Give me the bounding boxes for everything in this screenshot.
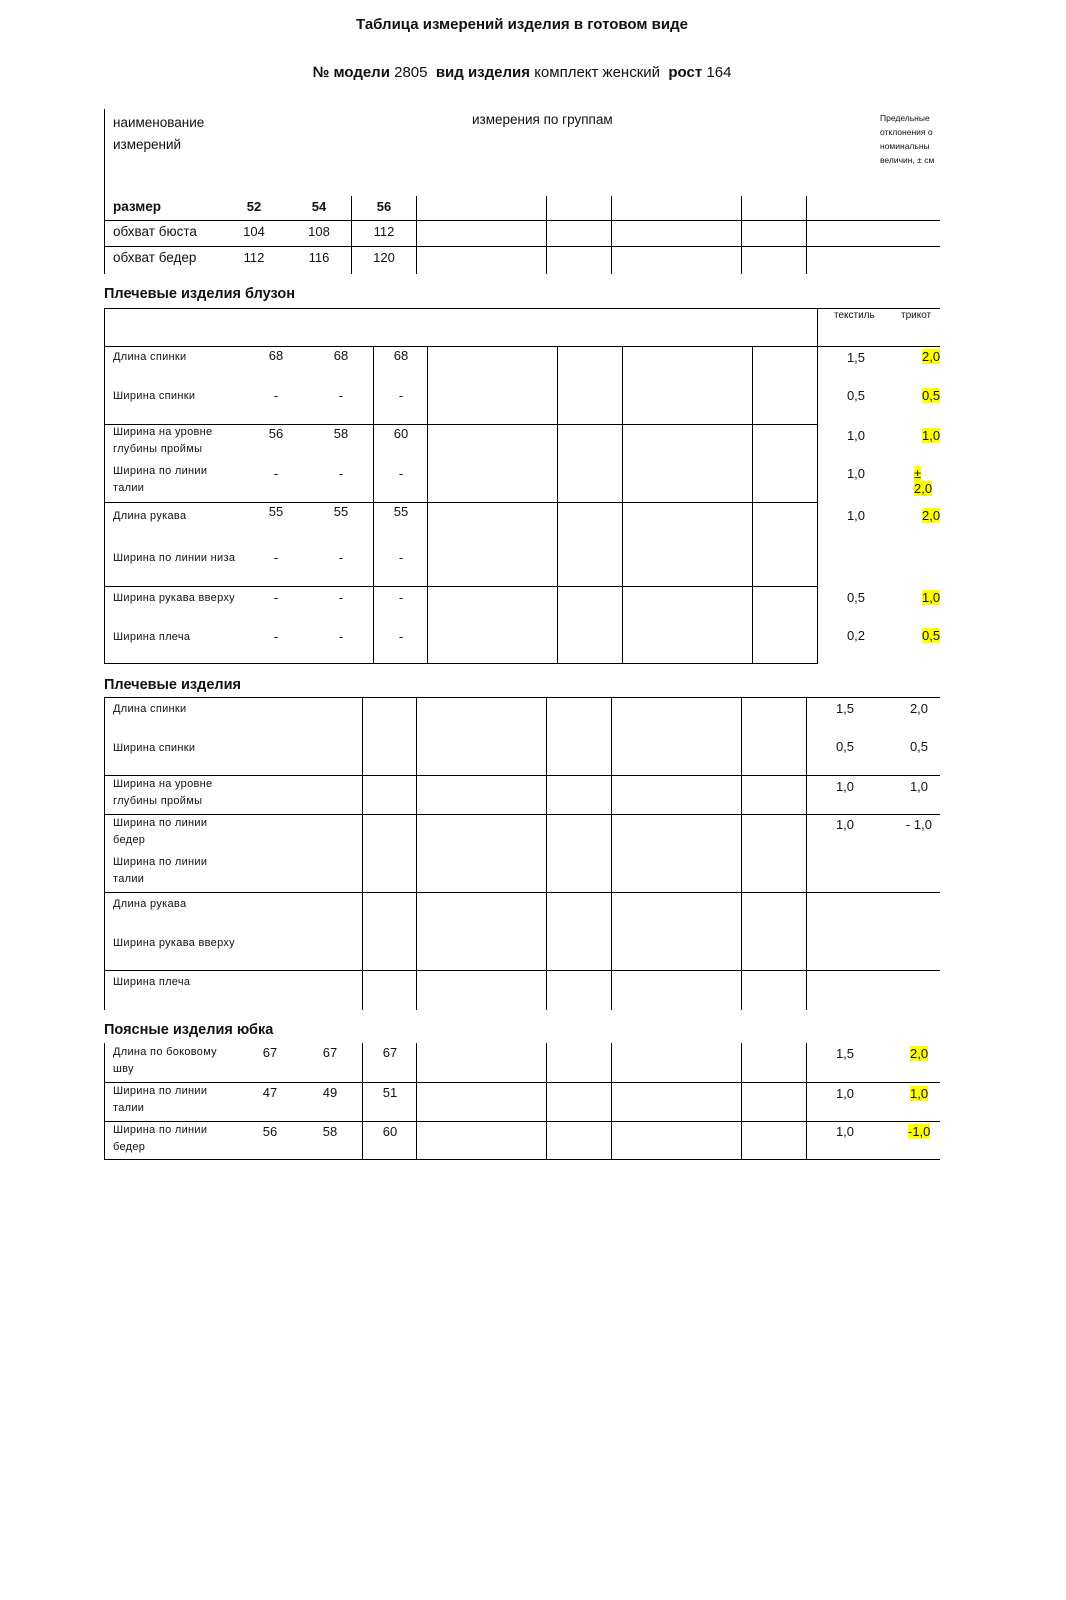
skirt-row-value: 58 xyxy=(322,1124,338,1139)
blouson-row-value: - xyxy=(273,388,279,403)
skirt-row-value: 67 xyxy=(322,1045,338,1060)
blouson-row-value: - xyxy=(398,590,404,605)
bust-54: 108 xyxy=(308,224,330,239)
blouson-row-value: - xyxy=(338,466,344,481)
blouson-row-value: 60 xyxy=(393,426,409,441)
blouson-knit: 2,0 xyxy=(922,349,941,364)
blouson-row-value: - xyxy=(338,550,344,565)
blouson-row-value: - xyxy=(273,550,279,565)
height-value: 164 xyxy=(706,64,732,81)
blouson-row-value: 68 xyxy=(333,348,349,363)
model-info-line xyxy=(0,64,1044,81)
blouson-row-label: Длина рукава xyxy=(113,510,187,522)
blouson-textile: 1,0 xyxy=(846,466,866,481)
blouson-row-value: - xyxy=(338,590,344,605)
blouson-row-label: Ширина рукава вверху xyxy=(113,592,235,604)
blouson-knit: 0,5 xyxy=(922,628,941,643)
shoulder-row-label: Ширина рукава вверху xyxy=(113,937,235,949)
shoulder-textile: 1,0 xyxy=(835,779,855,794)
blouson-row-label: Ширина по линии низа xyxy=(113,552,236,564)
skirt-knit: 2,0 xyxy=(910,1046,929,1061)
blouson-textile: 1,5 xyxy=(846,350,866,365)
blouson-row-value: - xyxy=(273,466,279,481)
size-56: 56 xyxy=(376,199,392,214)
hips-label: обхват бедер xyxy=(113,250,197,265)
blouson-row-value: - xyxy=(398,550,404,565)
model-value: 2805 xyxy=(394,64,428,81)
section-skirt-title: Поясные изделия юбка xyxy=(104,1022,274,1038)
blouson-textile: 1,0 xyxy=(846,508,866,523)
size-54: 54 xyxy=(311,199,327,214)
blouson-row-value: 68 xyxy=(268,348,284,363)
size-label: размер xyxy=(113,199,162,214)
name-header: наименование измерений xyxy=(113,115,205,152)
section-blouson-title: Плечевые изделия блузон xyxy=(104,286,295,302)
blouson-textile: 0,2 xyxy=(846,628,866,643)
skirt-row-label: Ширина по линии бедер xyxy=(113,1124,208,1153)
hips-56: 120 xyxy=(373,250,395,265)
blouson-row-value: 55 xyxy=(333,504,349,519)
skirt-textile: 1,5 xyxy=(835,1046,855,1061)
skirt-row-value: 49 xyxy=(322,1085,338,1100)
shoulder-row-label: Длина рукава xyxy=(113,898,187,910)
blouson-row-label: Ширина плеча xyxy=(113,631,191,643)
skirt-row-value: 51 xyxy=(382,1085,398,1100)
skirt-knit: -1,0 xyxy=(908,1124,931,1139)
skirt-row-value: 56 xyxy=(262,1124,278,1139)
skirt-row-value: 47 xyxy=(262,1085,278,1100)
blouson-row-value: - xyxy=(273,590,279,605)
blouson-row-label: Длина спинки xyxy=(113,351,187,363)
shoulder-knit: 2,0 xyxy=(909,701,929,716)
shoulder-textile: 1,0 xyxy=(835,817,855,832)
blouson-row-value: - xyxy=(398,466,404,481)
shoulder-textile: 1,5 xyxy=(835,701,855,716)
blouson-knit: 1,0 xyxy=(922,590,941,605)
shoulder-knit: 0,5 xyxy=(909,739,929,754)
hips-52: 112 xyxy=(243,250,265,265)
blouson-row-value: 58 xyxy=(333,426,349,441)
skirt-row-value: 60 xyxy=(382,1124,398,1139)
col-knit-header: трикот xyxy=(901,310,932,321)
blouson-row-label: Ширина по линии талии xyxy=(113,465,208,494)
bust-56: 112 xyxy=(373,224,395,239)
shoulder-row-label: Ширина по линии бедер xyxy=(113,817,208,846)
groups-header: измерения по группам xyxy=(472,112,613,127)
skirt-row-label: Ширина по линии талии xyxy=(113,1085,208,1114)
skirt-row-label: Длина по боковому шву xyxy=(113,1046,217,1075)
hips-54: 116 xyxy=(308,250,330,265)
blouson-row-value: 55 xyxy=(393,504,409,519)
height-label: рост xyxy=(668,64,703,81)
model-label: № модели xyxy=(312,64,390,81)
blouson-row-value: - xyxy=(398,388,404,403)
blouson-row-value: 68 xyxy=(393,348,409,363)
bust-52: 104 xyxy=(243,224,265,239)
section-shoulder-title: Плечевые изделия xyxy=(104,677,241,693)
blouson-row-value: - xyxy=(338,388,344,403)
blouson-row-value: - xyxy=(338,629,344,644)
blouson-knit: 0,5 xyxy=(922,388,941,403)
blouson-textile: 0,5 xyxy=(846,590,866,605)
skirt-row-value: 67 xyxy=(262,1045,278,1060)
blouson-row-value: 56 xyxy=(268,426,284,441)
shoulder-knit: - 1,0 xyxy=(905,817,932,832)
deviation-header: Предельные отклонения о номинальны величин, ± см xyxy=(880,113,935,165)
type-value: комплект женский xyxy=(534,64,661,81)
page-title: Таблица измерений изделия в готовом виде xyxy=(356,16,688,33)
blouson-row-value: - xyxy=(398,629,404,644)
blouson-row-value: 55 xyxy=(268,504,284,519)
skirt-row-value: 67 xyxy=(382,1045,398,1060)
shoulder-row-label: Ширина спинки xyxy=(113,742,196,754)
blouson-row-value: - xyxy=(273,629,279,644)
blouson-knit: 2,0 xyxy=(922,508,941,523)
bust-label: обхват бюста xyxy=(113,224,197,239)
shoulder-row-label: Ширина на уровне глубины проймы xyxy=(113,778,213,807)
shoulder-row-label: Длина спинки xyxy=(113,703,187,715)
skirt-textile: 1,0 xyxy=(835,1124,855,1139)
blouson-row-label: Ширина на уровне глубины проймы xyxy=(113,426,213,455)
skirt-textile: 1,0 xyxy=(835,1086,855,1101)
blouson-knit: ± 2,0 xyxy=(914,466,933,496)
blouson-row-label: Ширина спинки xyxy=(113,390,196,402)
shoulder-row-label: Ширина плеча xyxy=(113,976,191,988)
size-52: 52 xyxy=(246,199,262,214)
skirt-knit: 1,0 xyxy=(910,1086,929,1101)
shoulder-knit: 1,0 xyxy=(909,779,929,794)
blouson-textile: 0,5 xyxy=(846,388,866,403)
shoulder-row-label: Ширина по линии талии xyxy=(113,856,208,885)
shoulder-textile: 0,5 xyxy=(835,739,855,754)
col-textile-header: текстиль xyxy=(834,310,875,321)
blouson-knit: 1,0 xyxy=(922,428,941,443)
type-label: вид изделия xyxy=(435,64,531,81)
blouson-textile: 1,0 xyxy=(846,428,866,443)
